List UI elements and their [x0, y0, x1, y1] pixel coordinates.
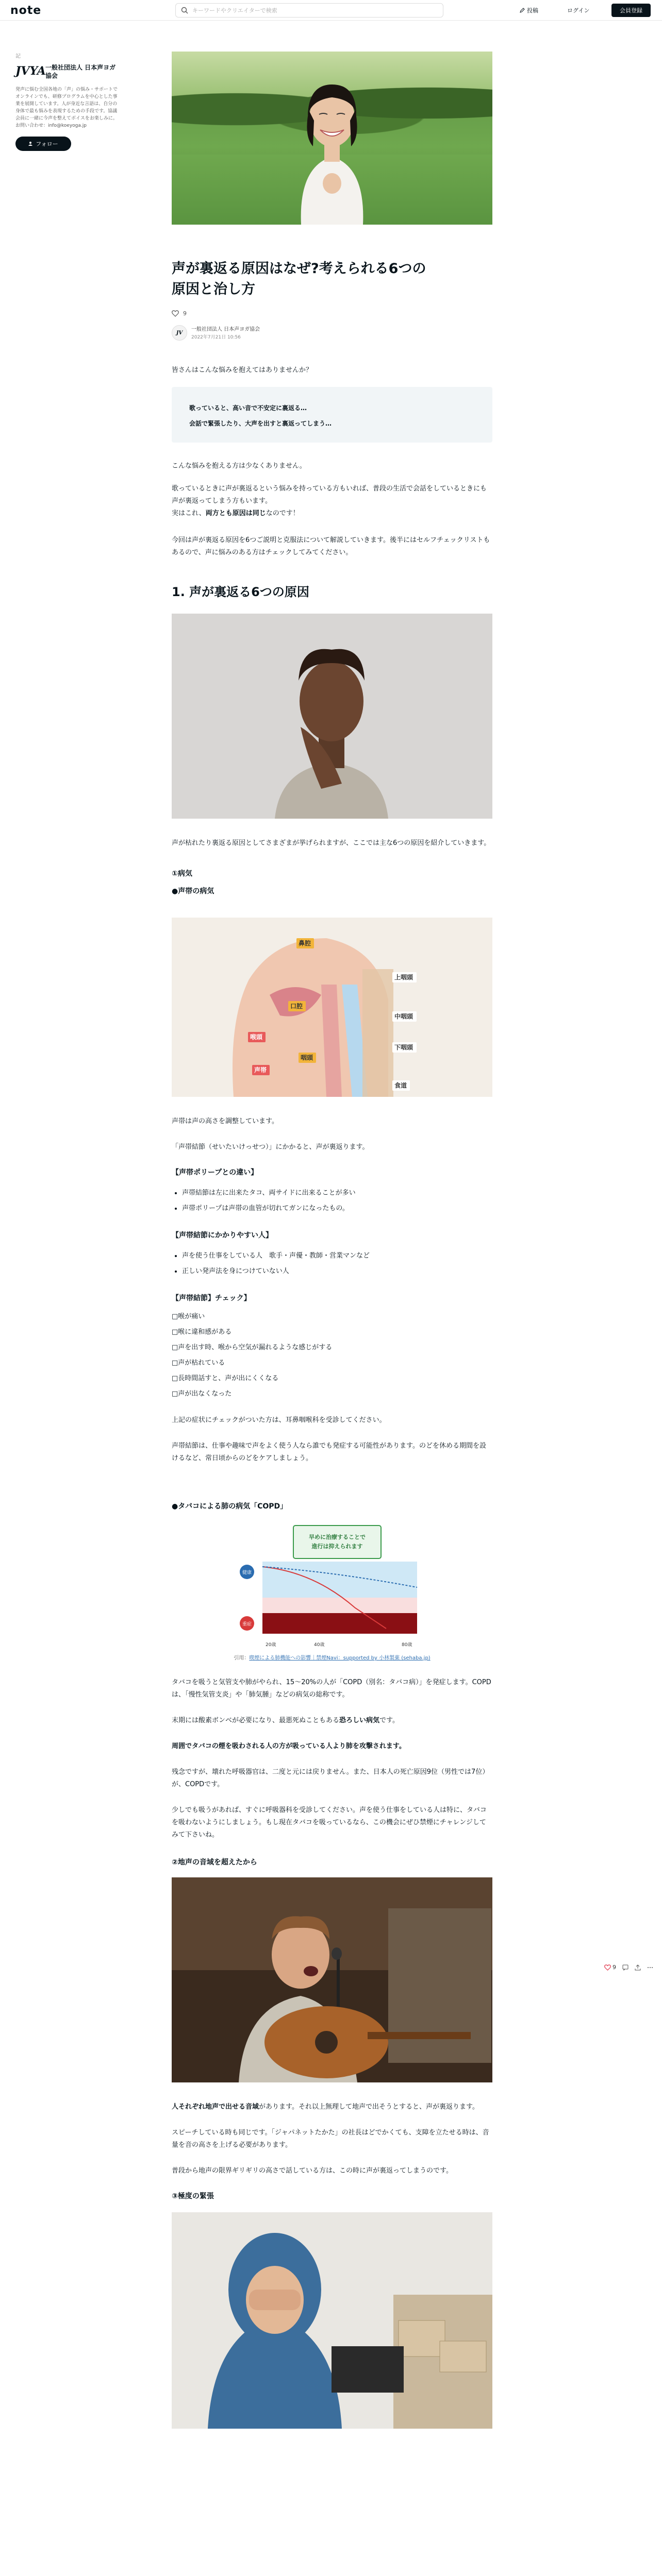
avatar[interactable]: JV: [172, 325, 187, 341]
creator-name[interactable]: 一般社団法人 日本声ヨガ協会: [45, 64, 116, 79]
list-item: • 声帯結節は左に出来たタコ、両サイドに出来ることが多い: [182, 1185, 492, 1201]
share-icon[interactable]: [635, 1964, 641, 1971]
list-item: • 正しい発声法を身につけていない人: [182, 1264, 492, 1279]
article: [172, 52, 492, 2429]
anatomy-label: 口腔: [290, 1003, 303, 1010]
heart-icon[interactable]: [172, 310, 179, 317]
paragraph: 上記の症状にチェックがついた方は、耳鼻咽喉科を受診してください。: [172, 1416, 386, 1424]
paragraph: 今回は声が裏返る原因を6つご説明と克服法について解説していきます。後半にはセルフチェックリストもあるので、声に悩みのある方はチェックしてみてください。: [172, 536, 490, 556]
subheading: 【声帯結節にかかりやすい人】: [172, 1231, 273, 1240]
creator-logo[interactable]: JVYA: [15, 64, 46, 78]
stressed-person-photo: [172, 2212, 492, 2429]
comment-icon[interactable]: [622, 1964, 628, 1971]
list-item: • 声帯ポリープは声帯の血管が切れてガンになったもの。: [182, 1201, 492, 1216]
like-row: [172, 310, 492, 317]
anatomy-label: 食道: [394, 1082, 407, 1089]
anatomy-label: 下咽頭: [394, 1044, 413, 1051]
paragraph: 歌っているときに声が裏返るという悩みを持っている方もいれば、普段の生活で会話をしているときにも声が裏返ってしまう方もいます。: [172, 485, 487, 505]
add-user-icon: [28, 141, 34, 146]
paragraph: 「声帯結節（せいたいけっせつ）」にかかると、声が裏返ります。: [172, 1143, 369, 1151]
callout-line-2: 進行は抑えられます: [311, 1543, 363, 1550]
checklist-item: □喉に違和感がある: [172, 1328, 232, 1336]
paragraph: 声帯は声の高さを調整しています。: [172, 1117, 278, 1125]
subheading: 【声帯ポリープとの違い】: [172, 1168, 258, 1177]
paragraph: 残念ですが、壊れた呼吸器官は、二度と元には戻りません。また、日本人の死亡原因9位（男性では7位）が、COPDです。: [172, 1768, 489, 1788]
paragraph: こんな悩みを抱える方は少なくありません。: [172, 462, 306, 470]
bold-text: 周囲でタバコの煙を吸わされる人の方が吸っている人より肺を攻撃されます。: [172, 1742, 406, 1750]
image-caption: 引用：喫煙による肺機能への影響｜禁煙Navi：supported by 小林製薬 (sehaba.jp): [234, 1655, 431, 1661]
anatomy-label: 鼻腔: [299, 940, 311, 947]
copd-chart: [231, 1520, 433, 1650]
bold-text: 両方とも原因は同じ: [205, 510, 266, 517]
checklist-item: □声が出なくなった: [172, 1390, 232, 1398]
checklist-item: □声が枯れている: [172, 1359, 225, 1367]
post-date: 2022年7月21日 10:56: [191, 334, 241, 340]
intro-paragraph: 皆さんはこんな悩みを抱えてはありませんか？: [172, 366, 313, 374]
more-icon[interactable]: [647, 1964, 653, 1971]
axis-age-20: 20歳: [266, 1642, 276, 1648]
search-icon: [181, 7, 188, 14]
risk-list: [172, 1248, 492, 1279]
login-link[interactable]: ログイン: [567, 7, 590, 14]
follow-button[interactable]: [15, 137, 71, 151]
subheading: ③極度の緊張: [172, 2192, 214, 2200]
anatomy-label: 喉頭: [250, 1033, 263, 1041]
signup-button[interactable]: 会員登録: [611, 4, 651, 17]
label-healthy: 健康: [242, 1570, 252, 1575]
global-header: [0, 0, 662, 21]
paragraph: [172, 1740, 492, 1753]
person-covering-face-image: [172, 2212, 492, 2429]
pen-icon: [520, 8, 525, 13]
subheading: ●タバコによる肺の病気「COPD」: [172, 1502, 288, 1511]
paragraph: 普段から地声の限界ギリギリの高さで話している方は、この時に声が裏返ってしまうのです。: [172, 2167, 453, 2175]
bold-text: 人それぞれ地声で出せる音域: [172, 2103, 259, 2111]
floating-actions: [604, 1964, 653, 1971]
note-logo[interactable]: note: [10, 4, 42, 17]
guitarist-photo: [172, 1877, 492, 2082]
smiling-woman-photo: [283, 69, 381, 225]
checklist-item: □喉が痛い: [172, 1313, 205, 1320]
paragraph: 少しでも吸うがあれば、すぐに呼吸器科を受診してください。声を使う仕事をしている人は特に、タバコを吸わないようにしましょう。もし現在タバコを吸っているなら、この機会にぜひ禁煙にチャレンジしてみて下さいね。: [172, 1806, 487, 1839]
paragraph: 人それぞれ地声で出せる音域があります。それ以上無理して地声で出そうとすると、声が裏返ります。: [172, 2103, 479, 2111]
article-title: [172, 259, 492, 300]
heart-icon: [604, 1964, 611, 1971]
paragraph: 声帯結節は、仕事や趣味で声をよく使う人なら誰でも発症する可能性があります。のどを休める期間を設けるなど、常日頃からのどをケアしましょう。: [172, 1442, 486, 1462]
anatomy-label: 咽頭: [301, 1054, 313, 1061]
magazine-label: 記: [15, 54, 21, 59]
quote-box: [172, 387, 492, 443]
checklist: [172, 1309, 492, 1402]
anatomy-label: 上咽頭: [394, 974, 413, 981]
post-label: 投稿: [527, 7, 538, 14]
creator-panel: [15, 52, 119, 151]
author-name[interactable]: 一般社団法人 日本声ヨガ協会: [191, 326, 260, 332]
bold-text: 恐ろしい病気: [339, 1717, 380, 1724]
callout-line-1: 早めに治療することで: [309, 1534, 366, 1540]
paragraph: 末期には酸素ボンベが必要になり、最悪死ぬこともある恐ろしい病気です。: [172, 1717, 399, 1724]
man-singing-image: [172, 614, 492, 819]
creator-description: 発声に悩む全国各地の「声」の悩み・サポートでオンラインでも、研修プログラムを中心とした事業を展開しています。人が身近な言語は、自分の身体で最も悩みを表現するための手段です。協議会員に一緒に今声を整えてボイスをお楽しみに。お問い合わせ：info@koeyoga.jp: [15, 87, 118, 128]
singer-photo: [172, 614, 492, 819]
creator-head: [15, 63, 119, 80]
paragraph: 実はこれ、両方とも原因は同じなのです！: [172, 510, 300, 517]
paragraph: タバコを吸うと気管支や肺がやられ、15〜20%の人が「COPD（別名：タバコ病）」を発症します。COPDは、「慢性気管支炎」や「肺気腫」などの病気の総称です。: [172, 1679, 491, 1699]
throat-anatomy-diagram: [172, 918, 492, 1097]
post-button[interactable]: [520, 6, 538, 14]
checklist-item: □声を出す時、喉から空気が漏れるような感じがする: [172, 1344, 333, 1351]
anatomy-label: 中咽頭: [394, 1013, 413, 1020]
search-input[interactable]: [192, 7, 429, 14]
title-line-2: 原因と治し方: [172, 281, 255, 297]
author-row: [172, 325, 492, 341]
section-heading: 1. 声が裏返る6つの原因: [172, 585, 309, 599]
quote-line-2: 会話で緊張したり、大声を出すと裏返ってしまう…: [189, 420, 332, 427]
caption-link[interactable]: 喫煙による肺機能への影響｜禁煙Navi：supported by 小林製薬 (sehaba.jp): [249, 1655, 431, 1661]
subheading: ②地声の音域を超えたから: [172, 1858, 257, 1867]
hero-image: [172, 52, 492, 225]
title-line-1: 声が裏返る原因はなぜ?考えられる6つの: [172, 261, 426, 277]
list-item: • 声を使う仕事をしている人 歌手・声優・教師・営業マンなど: [182, 1248, 492, 1264]
checklist-item: □長時間話すと、声が出にくくなる: [172, 1375, 279, 1382]
paragraph: スピーチしている時も同じです。「ジャパネットたかた」の社長はどでかくても、支障を立たせる時は、音量を音の高さを上げる必要があります。: [172, 2129, 489, 2149]
axis-age-40: 40歳: [314, 1642, 325, 1648]
floating-like-count: 9: [613, 1964, 616, 1971]
subheading: ①病気: [172, 870, 192, 878]
like-count: 9: [183, 310, 187, 317]
polyp-list: [172, 1185, 492, 1216]
anatomy-label: 声帯: [254, 1066, 267, 1074]
axis-age-80: 80歳: [402, 1642, 412, 1648]
floating-like-button[interactable]: [604, 1964, 616, 1971]
man-singing-guitar-image: [172, 1877, 492, 2082]
subheading: ●声帯の病気: [172, 887, 214, 895]
subheading: 【声帯結節】チェック】: [172, 1294, 251, 1302]
follow-label: フォロー: [36, 141, 58, 147]
quote-line-1: 歌っていると、高い音で不安定に裏返る…: [189, 404, 307, 412]
copd-progression-chart: [231, 1520, 433, 1650]
label-severe: 重症: [242, 1622, 252, 1627]
anatomy-illustration: [172, 918, 492, 1097]
paragraph: 声が枯れたり裏返る原因としてさまざまが挙げられますが、ここでは主な6つの原因を紹介していきます。: [172, 839, 491, 847]
search-box[interactable]: [175, 3, 443, 18]
